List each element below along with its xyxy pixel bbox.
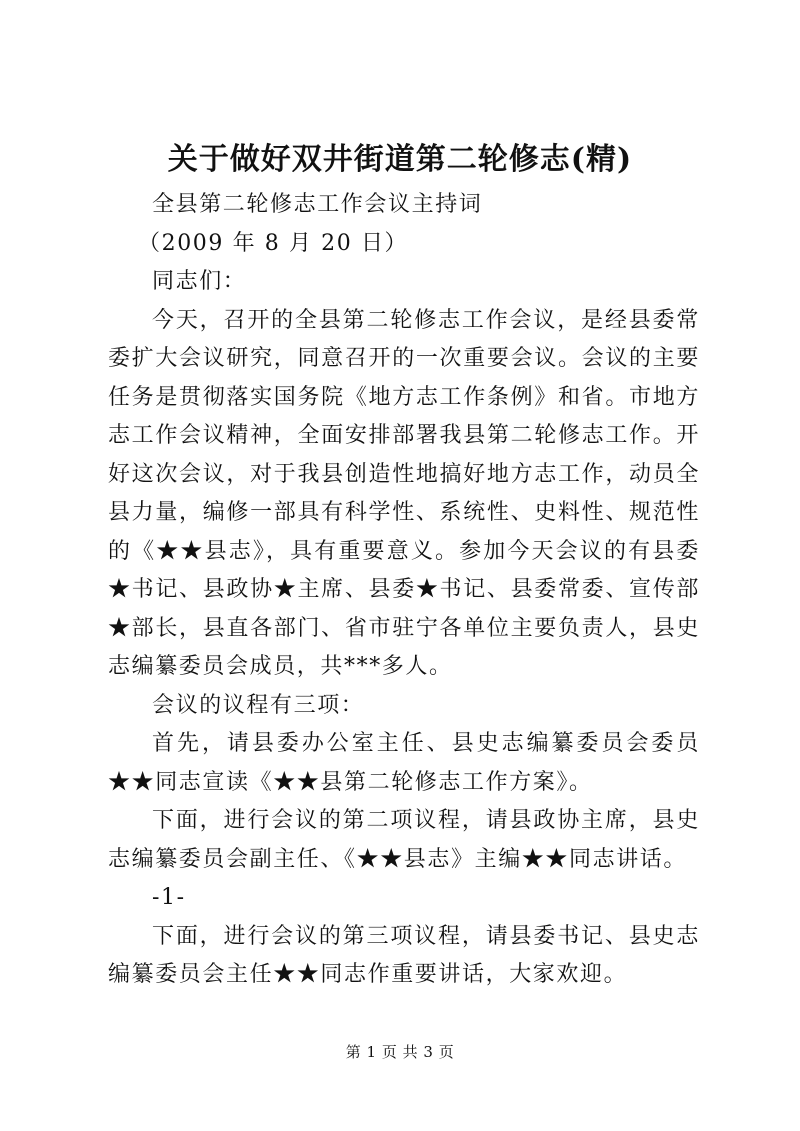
salutation: 同志们： bbox=[152, 269, 247, 294]
paragraph-agenda: 会议的议程有三项： bbox=[152, 692, 365, 718]
document-title: 关于做好双井街道第二轮修志(精) bbox=[167, 142, 633, 177]
document-body bbox=[108, 186, 700, 995]
paragraph-opening: 今天，召开的全县第二轮修志工作会议，是经县委常委扩大会议研究，同意召开的一次重要会议。会议的主要任务是贯彻落实国务院《地方志工作条例》和省。市地方志工作会议精神，全面安排部署我县第二轮修志工作。开好这次会议，对于我县创造性地搞好地方志工作，动员全县力量，编修一部具有科学性、系统性、史料性、规范性的《★★县志》，具有重要意义。参加今天会议的有县委★书记、县政协★主席、县委★书记、县委常委、宣传部★部长，县直各部门、省市驻宁各单位主要负责人，县史志编纂委员会成员，共***多人。 bbox=[108, 307, 700, 679]
page-footer: 第 1 页 共 3 页 bbox=[345, 1043, 455, 1061]
document-subtitle: 全县第二轮修志工作会议主持词 bbox=[152, 192, 483, 217]
paragraph-item-one: 首先，请县委办公室主任、县史志编纂委员会委员★★同志宣读《★★县第二轮修志工作方案》。 bbox=[108, 731, 700, 795]
inline-page-marker: -1- bbox=[152, 885, 186, 910]
paragraph-item-three: 下面，进行会议的第三项议程，请县委书记、县史志编纂委员会主任★★同志作重要讲话，大家欢迎。 bbox=[108, 923, 700, 987]
document-date: （2009 年 8 月 20 日） bbox=[138, 230, 409, 256]
paragraph-item-two: 下面，进行会议的第二项议程，请县政协主席，县史志编纂委员会副主任、《★★县志》主编★★同志讲话。 bbox=[108, 808, 700, 872]
